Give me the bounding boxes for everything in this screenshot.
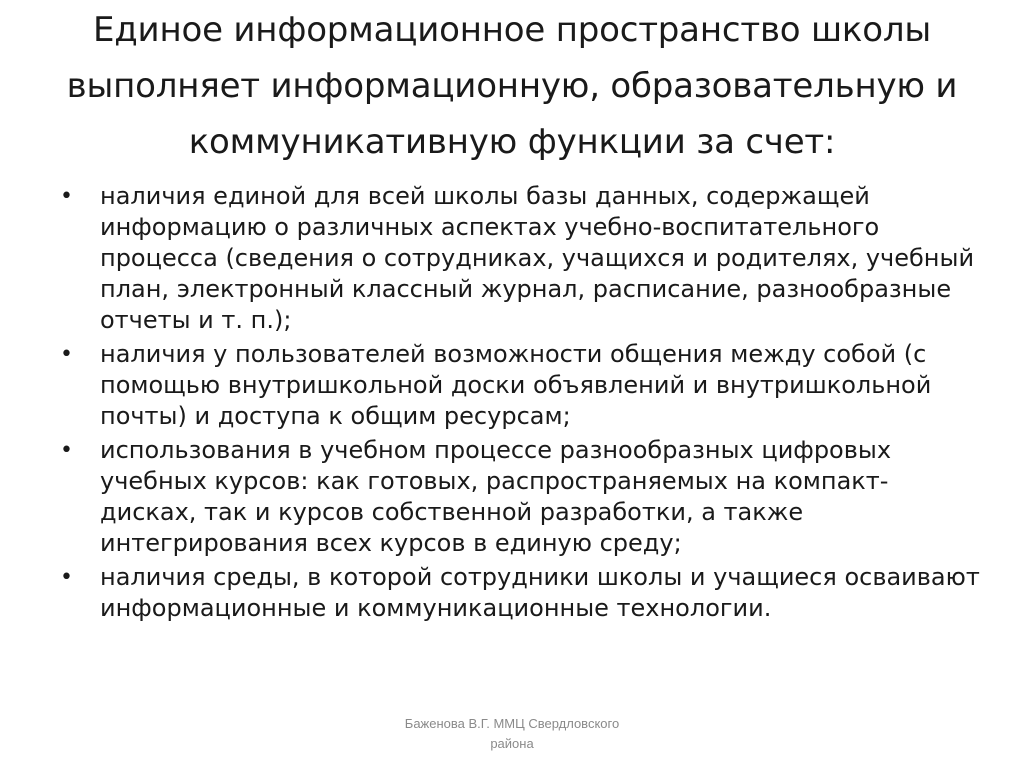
bullet-text: наличия среды, в которой сотрудники школы и учащиеся осваивают информационные и коммуникационные технологии. — [100, 563, 980, 622]
bullet-icon: • — [60, 565, 73, 590]
bullet-item — [60, 181, 980, 336]
bullet-text: наличия у пользователей возможности общения между собой (с помощью внутришкольной доски объявлений и внутришкольной почты) и доступа к общим ресурсам; — [100, 340, 932, 430]
footer-line-2: района — [490, 736, 534, 751]
bullet-text: использования в учебном процессе разнообразных цифровых учебных курсов: как готовых, распространяемых на компакт-дисках, так и курсов собственной разработки, а также интегрирования всех курсов в единую среду; — [100, 436, 892, 557]
slide-title: Единое информационное пространство школы выполняет информационную, образовательную и коммуникативную функции за счет: — [66, 10, 958, 162]
bullet-item — [60, 562, 980, 624]
bullet-icon: • — [60, 342, 73, 367]
bullet-item — [60, 339, 980, 432]
bullet-text: наличия единой для всей школы базы данных, содержащей информацию о различных аспектах учебно-воспитательного процесса (сведения о сотрудниках, учащихся и родителях, учебный план, электронный классный журнал, расписание, разнообразные отчеты и т. п.); — [100, 182, 975, 334]
bullet-item — [60, 435, 980, 559]
bullet-list — [60, 181, 980, 627]
footer-line-1: Баженова В.Г. ММЦ Свердловского — [404, 716, 620, 731]
bullet-icon: • — [60, 184, 73, 209]
bullet-icon: • — [60, 438, 73, 463]
footer-attribution — [362, 714, 662, 754]
